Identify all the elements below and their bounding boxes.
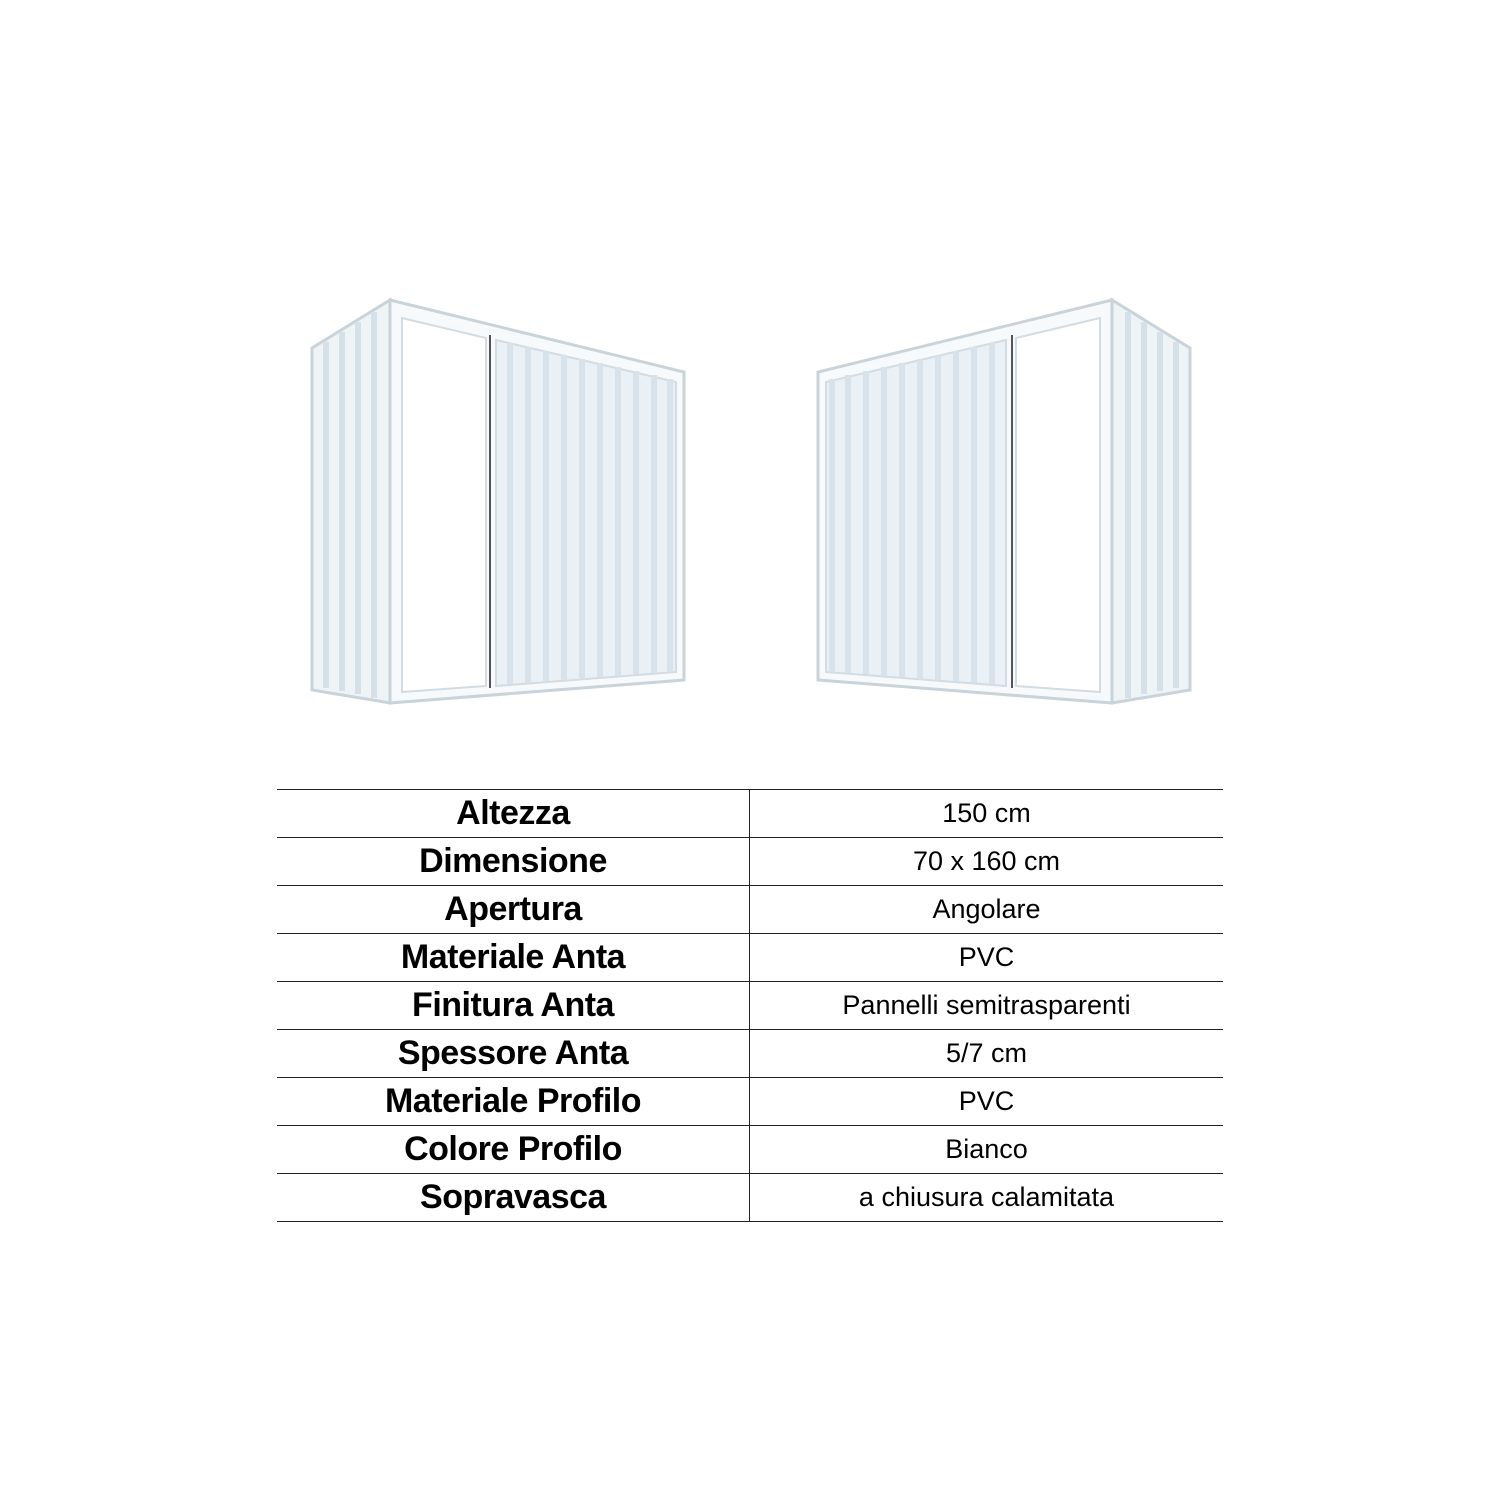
spec-value: a chiusura calamitata [750,1174,1224,1222]
spec-label: Materiale Anta [277,934,750,982]
shower-enclosure-right-icon [818,300,1190,703]
spec-value: Bianco [750,1126,1224,1174]
spec-row-materiale-anta [277,934,1223,982]
spec-label: Altezza [277,790,750,838]
spec-row-apertura [277,886,1223,934]
spec-label: Finitura Anta [277,982,750,1030]
spec-label: Sopravasca [277,1174,750,1222]
spec-label: Apertura [277,886,750,934]
spec-value: 5/7 cm [750,1030,1224,1078]
spec-value: PVC [750,1078,1224,1126]
spec-value: Angolare [750,886,1224,934]
spec-value: PVC [750,934,1224,982]
spec-row-finitura-anta [277,982,1223,1030]
spec-label: Dimensione [277,838,750,886]
spec-value: 70 x 160 cm [750,838,1224,886]
spec-row-altezza [277,790,1223,838]
spec-table [277,789,1223,1222]
spec-row-dimensione [277,838,1223,886]
spec-row-materiale-profilo [277,1078,1223,1126]
spec-label: Colore Profilo [277,1126,750,1174]
spec-label: Materiale Profilo [277,1078,750,1126]
shower-enclosure-left-icon [312,300,684,703]
spec-row-spessore-anta [277,1030,1223,1078]
spec-row-sopravasca [277,1174,1223,1222]
spec-row-colore-profilo [277,1126,1223,1174]
spec-value: Pannelli semitrasparenti [750,982,1224,1030]
spec-value: 150 cm [750,790,1224,838]
spec-label: Spessore Anta [277,1030,750,1078]
